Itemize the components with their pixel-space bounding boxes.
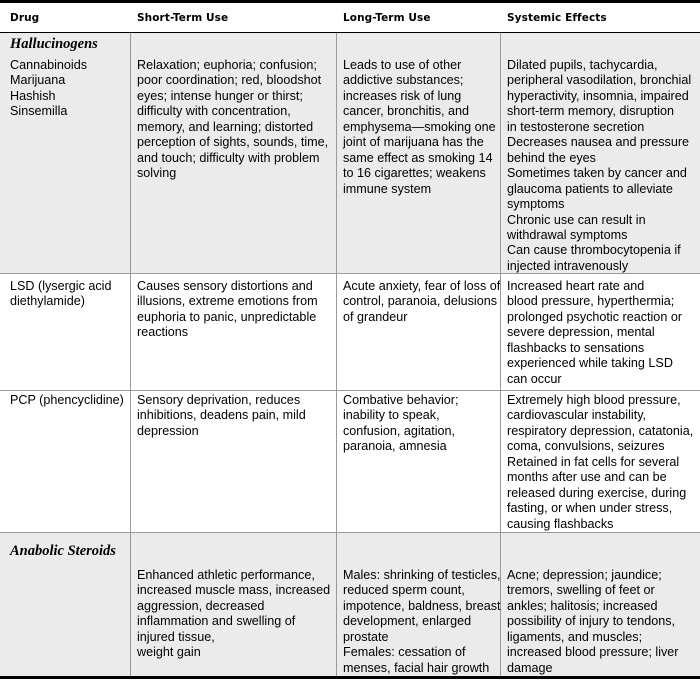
cell-line: Marijuana	[10, 73, 66, 88]
cell-steroids-long	[343, 568, 501, 676]
cell-line: hyperactivity, insomnia, impaired	[507, 88, 689, 103]
cell-cannabinoids-short	[137, 58, 328, 182]
cell-line: of grandeur	[343, 309, 408, 324]
cell-line: depression	[137, 423, 199, 438]
cell-line: withdrawal symptoms	[507, 227, 628, 242]
cell-pcp-systemic	[507, 393, 693, 532]
cell-steroids-short	[137, 568, 330, 661]
cell-lsd-long	[343, 279, 500, 325]
cell-line: in testosterone secretion	[507, 119, 645, 134]
cell-line: released during exercise, during	[507, 485, 687, 500]
cell-line: Chronic use can result in	[507, 212, 646, 227]
cell-line: Retained in fat cells for several	[507, 454, 680, 469]
cell-pcp-drug	[10, 393, 124, 408]
cell-line: ankles; halitosis; increased	[507, 598, 658, 613]
row-separator	[0, 390, 700, 391]
cell-line: Increased heart rate and	[507, 279, 645, 293]
cell-line: ligaments, and muscles;	[507, 629, 643, 644]
cell-line: cardiovascular instability,	[507, 408, 647, 423]
column-divider	[336, 33, 337, 676]
cell-line: Hashish	[10, 88, 56, 103]
cell-line: reduced sperm count,	[343, 583, 465, 598]
cell-line: inability to speak,	[343, 408, 440, 423]
cell-lsd-drug	[10, 279, 111, 310]
cell-line: tremors, swelling of feet or	[507, 583, 655, 598]
cell-line: emphysema—smoking one	[343, 119, 496, 134]
cell-line: memory, and learning; distorted	[137, 119, 314, 134]
cell-line: possibility of injury to tendons,	[507, 614, 676, 629]
cell-line: Males: shrinking of testicles,	[343, 568, 501, 582]
cell-line: impotence, baldness, breast	[343, 598, 501, 613]
cell-line: causing flashbacks	[507, 516, 614, 531]
cell-line: to 16 cigarettes; weakens	[343, 166, 486, 181]
cell-line: respiratory depression, catatonia,	[507, 423, 694, 438]
cell-line: development, enlarged	[343, 614, 472, 629]
cell-line: Sensory deprivation, reduces	[137, 393, 301, 407]
header-long-term: Long-Term Use	[343, 12, 431, 24]
cell-line: confusion, agitation,	[343, 423, 456, 438]
cell-line: inflammation and swelling of	[137, 614, 296, 629]
cell-line: weight gain	[137, 645, 201, 660]
row-separator	[0, 532, 700, 533]
cell-line: can occur	[507, 371, 562, 386]
cell-cannabinoids-drug	[10, 58, 87, 120]
cell-line: Dilated pupils, tachycardia,	[507, 58, 658, 72]
cell-line: cancer, bronchitis, and	[343, 104, 470, 119]
cell-line: diethylamide)	[10, 294, 85, 309]
cell-line: euphoria to panic, unpredictable	[137, 309, 317, 324]
cell-line: aggression, decreased	[137, 598, 265, 613]
cell-line: joint of marijuana has the	[343, 135, 484, 150]
cell-line: prolonged psychotic reaction or	[507, 309, 683, 324]
cell-line: and touch; difficulty with problem	[137, 150, 320, 165]
cell-lsd-short	[137, 279, 318, 341]
cell-line: paranoia, amnesia	[343, 439, 447, 454]
cell-line: behind the eyes	[507, 150, 596, 165]
cell-line: Sometimes taken by cancer and	[507, 166, 687, 181]
cell-pcp-short	[137, 393, 306, 439]
cell-line: prostate	[343, 629, 389, 644]
cell-line: injected intravenously	[507, 258, 629, 273]
header-short-term: Short-Term Use	[137, 12, 229, 24]
cell-line: Combative behavior;	[343, 393, 459, 407]
cell-line: increased blood pressure; liver	[507, 645, 679, 660]
cell-cannabinoids-long	[343, 58, 496, 197]
cell-lsd-systemic	[507, 279, 682, 387]
cell-line: Decreases nausea and pressure	[507, 135, 690, 150]
cell-line: perception of sights, sounds, time,	[137, 135, 329, 150]
cell-line: reactions	[137, 325, 189, 340]
cell-line: flashbacks to sensations	[507, 340, 645, 355]
cell-line: glaucoma patients to alleviate	[507, 181, 673, 196]
cell-line: short-term memory, disruption	[507, 104, 675, 119]
cell-line: experienced while taking LSD	[507, 356, 673, 371]
cell-line: addictive substances;	[343, 73, 464, 88]
cell-line: inhibitions, deadens pain, mild	[137, 408, 306, 423]
cell-line: LSD (lysergic acid	[10, 279, 112, 293]
cell-line: coma, convulsions, seizures	[507, 439, 665, 454]
cell-line: immune system	[343, 181, 432, 196]
cell-line: increased muscle mass, increased	[137, 583, 331, 598]
bottom-rule	[0, 676, 700, 679]
cell-line: months after use and can be	[507, 470, 667, 485]
cell-line: blood pressure, hyperthermia;	[507, 294, 675, 309]
cell-line: Extremely high blood pressure,	[507, 393, 681, 407]
header-drug: Drug	[10, 12, 40, 24]
cell-line: Leads to use of other	[343, 58, 462, 72]
cell-cannabinoids-systemic	[507, 58, 691, 274]
cell-line: Causes sensory distortions and	[137, 279, 313, 293]
cell-line: difficulty with concentration,	[137, 104, 291, 119]
cell-line: solving	[137, 166, 177, 181]
cell-line: same effect as smoking 14	[343, 150, 493, 165]
cell-pcp-long	[343, 393, 459, 455]
cell-line: symptoms	[507, 197, 565, 212]
cell-line: severe depression, mental	[507, 325, 655, 340]
cell-line: illusions, extreme emotions from	[137, 294, 318, 309]
section-title-anabolic-steroids: Anabolic Steroids	[10, 543, 116, 559]
cell-line: PCP (phencyclidine)	[10, 393, 124, 407]
cell-line: Acute anxiety, fear of loss of	[343, 279, 501, 293]
cell-line: Relaxation; euphoria; confusion;	[137, 58, 317, 72]
cell-line: damage	[507, 660, 553, 675]
cell-line: increases risk of lung	[343, 88, 462, 103]
column-divider	[130, 33, 131, 676]
cell-line: Can cause thrombocytopenia if	[507, 243, 681, 258]
header-rule	[0, 32, 700, 33]
cell-line: eyes; intense hunger or thirst;	[137, 88, 303, 103]
section-title-hallucinogens: Hallucinogens	[10, 36, 98, 52]
header-systemic: Systemic Effects	[507, 12, 607, 24]
cell-line: fasting, or when under stress,	[507, 501, 673, 516]
cell-line: injured tissue,	[137, 629, 215, 644]
cell-line: Acne; depression; jaundice;	[507, 568, 662, 582]
cell-line: Enhanced athletic performance,	[137, 568, 315, 582]
cell-line: control, paranoia, delusions	[343, 294, 498, 309]
cell-steroids-systemic	[507, 568, 679, 676]
cell-line: menses, facial hair growth	[343, 660, 490, 675]
cell-line: peripheral vasodilation, bronchial	[507, 73, 692, 88]
cell-line: poor coordination; red, bloodshot	[137, 73, 322, 88]
top-rule	[0, 0, 700, 3]
cell-line: Cannabinoids	[10, 58, 88, 72]
cell-line: Sinsemilla	[10, 104, 68, 119]
cell-line: Females: cessation of	[343, 645, 466, 660]
